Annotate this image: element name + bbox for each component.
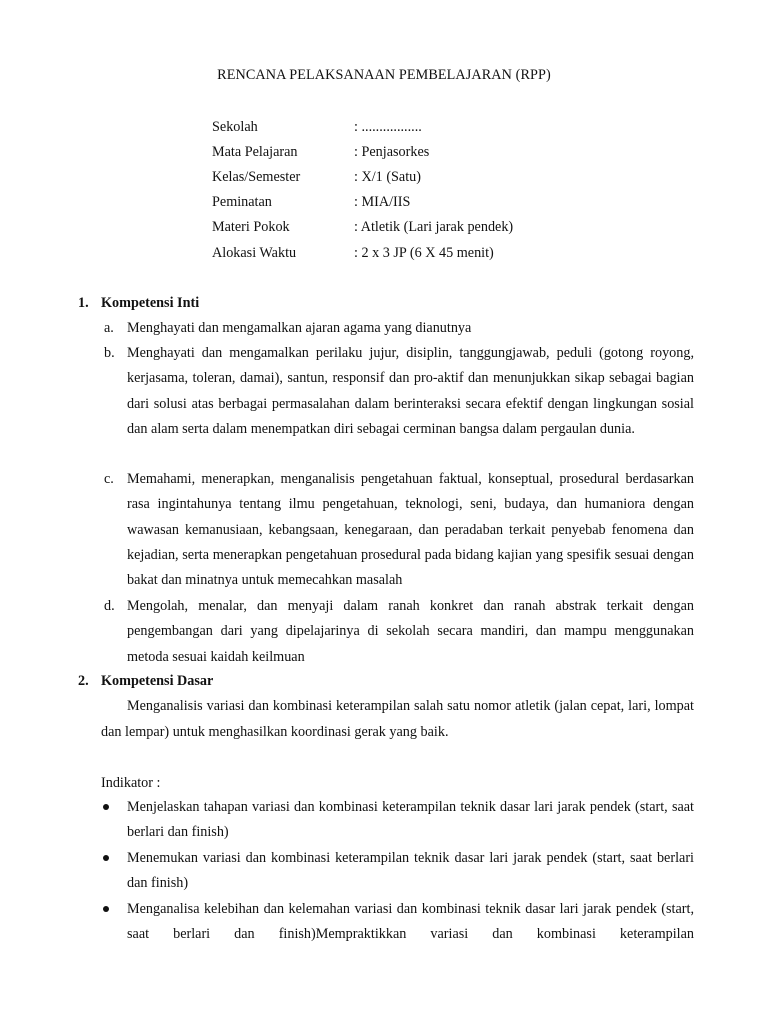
section-title: Kompetensi Dasar [101,673,214,689]
indikator-item: Menganalisa kelebihan dan kelemahan variasi dan kombinasi teknik dasar lari jarak pendek (start, saat berlari dan finish)Mempraktikkan variasi dan kombinasi keterampilan [127,901,694,943]
section-title: Kompetensi Inti [101,295,200,311]
list-marker: b. [104,345,115,361]
info-value: : MIA/IIS [354,194,411,210]
document-title: RENCANA PELAKSANAAN PEMBELAJARAN (RPP) [217,67,551,83]
info-label: Peminatan [212,194,272,210]
bullet-icon [103,855,109,861]
list-marker: c. [104,471,114,487]
info-value: : X/1 (Satu) [354,169,421,185]
info-value: : 2 x 3 JP (6 X 45 menit) [354,245,494,261]
info-value: : Penjasorkes [354,144,430,160]
info-label: Alokasi Waktu [212,245,297,261]
list-marker: a. [104,320,114,336]
list-item-text: Memahami, menerapkan, menganalisis pengetahuan faktual, konseptual, prosedural berdasarkan rasa ingintahunya tentang ilmu pengetahuan, teknologi, seni, budaya, dan humaniora dengan wawasan kemanusiaan, kebangsaan, kenegaraan, dan peradaban terkait penyebab fenomena dan kejadian, serta menerapkan pengetahuan prosedural pada bidang kajian yang spesifik sesuai dengan bakat dan minatnya untuk memecahkan masalah [127,471,694,589]
section-heading-kompetensi-dasar [78,671,213,691]
list-marker: d. [104,598,115,614]
section-number: 2. [78,673,89,689]
info-label: Sekolah [212,119,258,135]
bullet-icon [103,804,109,810]
info-value: : ................. [354,119,422,135]
list-item-text: Menghayati dan mengamalkan perilaku jujur, disiplin, tanggungjawab, peduli (gotong royong, kerjasama, toleran, damai), santun, responsif dan pro-aktif dan menunjukkan sikap sebagai bagian dari solusi atas berbagai permasalahan dalam berinteraksi secara efektif dengan lingkungan sosial dan alam serta dalam menempatkan diri sebagai cerminan bangsa dalam pergaulan dunia. [127,345,694,437]
indikator-label: Indikator : [101,775,161,791]
list-item-text: Menghayati dan mengamalkan ajaran agama yang dianutnya [127,320,472,336]
info-value: : Atletik (Lari jarak pendek) [354,219,514,235]
indikator-item: Menjelaskan tahapan variasi dan kombinasi keterampilan teknik dasar lari jarak pendek (start, saat berlari dan finish) [127,799,694,841]
info-label: Kelas/Semester [212,169,301,185]
info-label: Mata Pelajaran [212,144,298,160]
bullet-icon [103,906,109,912]
list-item-text: Mengolah, menalar, dan menyaji dalam ranah konkret dan ranah abstrak terkait dengan pengembangan dari yang dipelajarinya di sekolah secara mandiri, dan mampu menggunakan metoda sesuai kaidah keilmuan [127,598,694,665]
kompetensi-dasar-paragraph: Menganalisis variasi dan kombinasi keterampilan salah satu nomor atletik (jalan cepat, lari, lompat dan lempar) untuk menghasilkan koordinasi gerak yang baik. [101,698,694,740]
info-label: Materi Pokok [212,219,290,235]
section-heading-kompetensi-inti [78,293,199,313]
indikator-item: Menemukan variasi dan kombinasi keterampilan teknik dasar lari jarak pendek (start, saat berlari dan finish) [127,850,694,892]
section-number: 1. [78,295,89,311]
